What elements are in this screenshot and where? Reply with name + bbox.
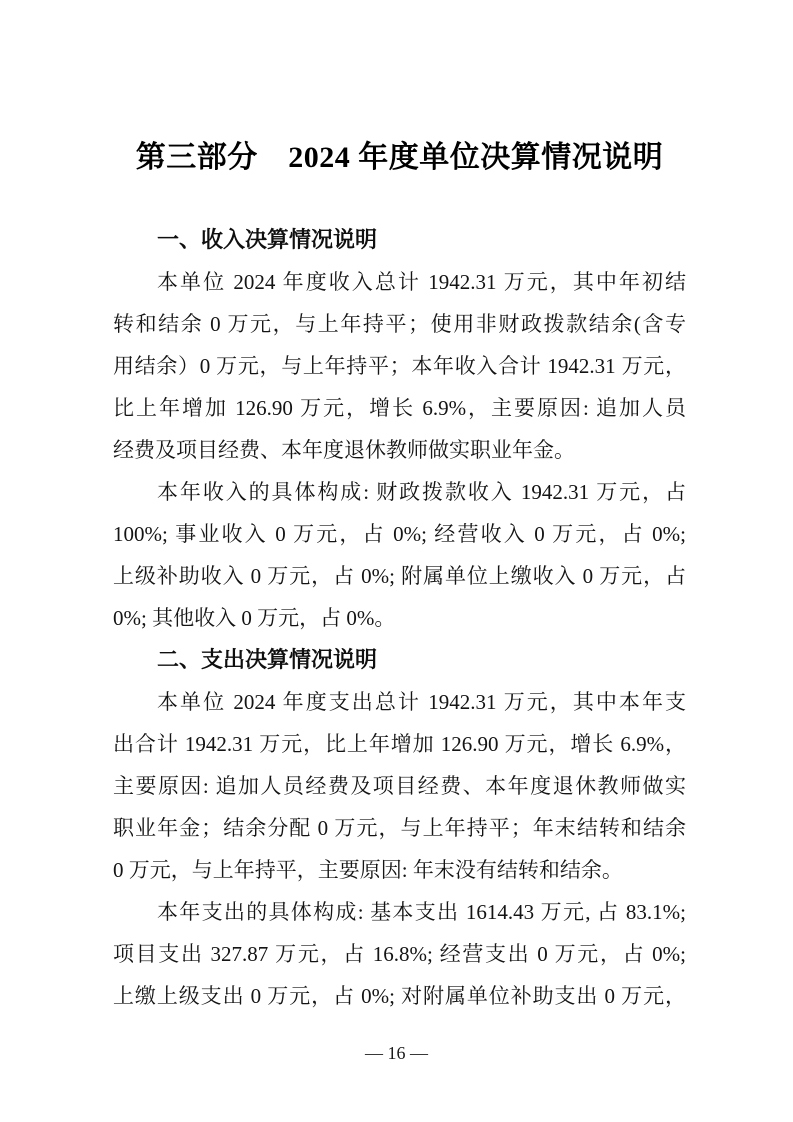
text-line: 经费及项目经费、本年度退休教师做实职业年金。 — [113, 438, 575, 462]
text-line: 0 万元，与上年持平，主要原因: 年末没有结转和结余。 — [113, 858, 623, 882]
text-line: 本单位 2024 年度收入总计 1942.31 万元，其中年初结 — [157, 270, 686, 294]
text-line: 上缴上级支出 0 万元，占 0%; 对附属单位补助支出 0 万元， — [113, 984, 686, 1008]
text-line: 主要原因: 追加人员经费及项目经费、本年度退休教师做实 — [113, 774, 686, 798]
document-title: 第三部分 2024 年度单位决算情况说明 — [135, 141, 664, 174]
text-line: 本年支出的具体构成: 基本支出 1614.43 万元, 占 83.1%; — [157, 900, 686, 924]
section-heading-expenditure: 二、支出决算情况说明 — [157, 647, 378, 672]
text-line: 项目支出 327.87 万元，占 16.8%; 经营支出 0 万元，占 0%; — [113, 942, 686, 966]
text-line: 本单位 2024 年度支出总计 1942.31 万元，其中本年支 — [157, 690, 686, 714]
text-line: 转和结余 0 万元，与上年持平；使用非财政拨款结余(含专 — [113, 312, 686, 336]
text-line: 上级补助收入 0 万元，占 0%; 附属单位上缴收入 0 万元，占 — [113, 564, 686, 588]
text-line: 比上年增加 126.90 万元，增长 6.9%，主要原因: 追加人员 — [113, 396, 686, 420]
text-line: 用结余）0 万元，与上年持平；本年收入合计 1942.31 万元， — [113, 354, 686, 378]
page-content — [113, 137, 686, 1017]
section-heading-income: 一、收入决算情况说明 — [157, 227, 378, 252]
text-line: 出合计 1942.31 万元，比上年增加 126.90 万元，增长 6.9%， — [113, 732, 686, 756]
text-line: 职业年金；结余分配 0 万元，与上年持平；年末结转和结余 — [113, 816, 686, 840]
page-number: — 16 — — [365, 1043, 428, 1063]
text-line: 100%; 事业收入 0 万元，占 0%; 经营收入 0 万元，占 0%; — [113, 522, 686, 546]
text-line: 0%; 其他收入 0 万元，占 0%。 — [113, 606, 396, 630]
text-line: 本年收入的具体构成: 财政拨款收入 1942.31 万元，占 — [157, 480, 686, 504]
